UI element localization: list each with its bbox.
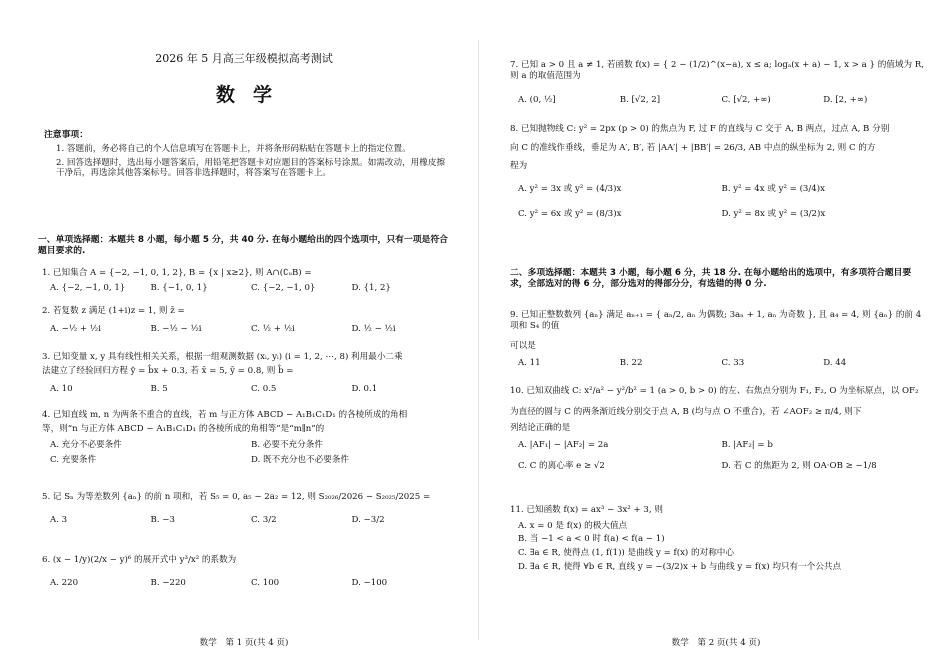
question-stem: 6. (x − 1/y)(2/x − y)⁶ 的展开式中 y³/x² 的系数为 [42, 555, 237, 565]
question-stem: 9. 已知正整数数列 {aₙ} 满足 aₙ₊₁ = { aₙ/2, aₙ 为偶数; 3aₙ + 1, aₙ 为奇数 }, 且 a₄ = 4, 则 {aₙ} 的前 4 项和 S₄ 的值 [510, 310, 922, 331]
option-b: B. 当 −1 < a < 0 时 f(a) < f(a − 1) [518, 534, 665, 545]
question-stem: 4. 已知直线 m, n 为两条不重合的直线，若 m 与正方体 ABCD − A₁B₁C₁D₁ 的各棱所成的角相 [42, 410, 408, 420]
page-divider [478, 40, 479, 640]
option-a: A. x = 0 是 f(x) 的极大值点 [518, 520, 628, 531]
option-b: B. −220 [150, 577, 186, 588]
notice-item-2: 2. 回答选择题时，选出每小题答案后，用铅笔把答题卡对应题目的答案标号涂黑。如需改动，用橡皮擦干净后，再选涂其他答案标号。回答非选择题时，将答案写在答题卡上。 [56, 157, 446, 179]
option-c: C. 3/2 [251, 514, 277, 525]
option-b: B. −3 [150, 514, 175, 525]
question-stem-cont: 程为 [510, 161, 528, 172]
option-b: B. 必要不充分条件 [251, 440, 323, 451]
option-b: B. |AF₂| = b [721, 440, 773, 451]
option-d: D. 若 C 的焦距为 2, 则 OA·OB ≥ −1/8 [721, 460, 877, 471]
section-2-heading: 二、多项选择题：本题共 3 小题，每小题 6 分，共 18 分. 在每小题给出的选项中，有多项符合题目要求，全部选对的得 6 分，部分选对的得部分分，有选错的得 0 分. [510, 268, 912, 289]
option-c: C. C 的离心率 e ≥ √2 [518, 460, 605, 471]
option-c: C. 0.5 [251, 384, 277, 395]
option-d: D. −3/2 [351, 514, 385, 525]
option-a: A. 3 [50, 514, 68, 525]
question-stem-cont: 等，则“n 与正方体 ABCD − A₁B₁C₁D₁ 的各棱所成的角相等”是“m∥n”的 [42, 423, 325, 434]
section-1-heading: 一、单项选择题：本题共 8 小题，每小题 5 分，共 40 分. 在每小题给出的四个选项中，只有一项是符合题目要求的. [38, 235, 448, 256]
option-c: C. [√2, +∞) [721, 95, 771, 106]
question-4 [42, 410, 452, 470]
option-b: B. 5 [150, 384, 168, 395]
option-a: A. −½ + ½i [50, 323, 101, 334]
option-a: A. {−2, −1, 0, 1} [50, 282, 126, 293]
options [510, 440, 925, 475]
question-stem: 3. 已知变量 x, y 具有线性相关关系，根据一组观测数据 (xᵢ, yᵢ) (i = 1, 2, ⋯, 8) 利用最小二乘 [42, 352, 403, 362]
options [42, 324, 452, 335]
option-d: D. 44 [823, 358, 847, 369]
option-b: B. y² = 4x 或 y² = (3/4)x [721, 184, 825, 195]
option-d: D. ½ − ½i [351, 323, 396, 334]
option-a: A. 11 [518, 358, 541, 369]
question-2 [42, 306, 452, 334]
question-11 [510, 505, 925, 576]
question-stem-cont: 为直径的圆与 C 的两条渐近线分别交于点 A, B (均与点 O 不重合)，若 ∠AOF₂ ≥ π/4, 则下 [510, 406, 862, 417]
question-stem: 5. 记 Sₙ 为等差数列 {aₙ} 的前 n 项和，若 S₅ = 0, a₅ − 2a₂ = 12, 则 S₂₀₂₆/2026 − S₂₀₂₅/2025 = [42, 492, 431, 502]
page-footer: 数学 第 1 页(共 4 页) [199, 638, 289, 648]
question-8 [510, 124, 925, 224]
option-d: D. [2, +∞) [823, 95, 868, 106]
option-b: B. {−1, 0, 1} [150, 282, 208, 293]
option-a: A. 10 [50, 384, 73, 395]
option-d: D. ∃a ∈ R, 使得 ∀b ∈ R, 直线 y = −(3/2)x + b 与曲线 y = f(x) 均只有一个公共点 [518, 561, 842, 572]
option-a: A. 充分不必要条件 [50, 440, 122, 451]
question-7 [510, 60, 925, 106]
page-2 [506, 0, 926, 672]
option-d: D. y² = 8x 或 y² = (3/2)x [721, 208, 826, 219]
question-stem: 10. 已知双曲线 C: x²/a² − y²/b² = 1 (a > 0, b > 0) 的左、右焦点分别为 F₁, F₂, O 为坐标原点，以 OF₂ [510, 386, 919, 396]
option-b: B. [√2, 2] [619, 95, 661, 106]
question-stem: 7. 已知 a > 0 且 a ≠ 1, 若函数 f(x) = { 2 − (1/2)^(x−a), x ≤ a; logₐ(x + a) − 1, x > a } 的值域为 R, 则 a 的取值范围为 [510, 60, 925, 81]
option-d: D. −100 [351, 577, 388, 588]
question-stem-cont: 向 C 的准线作垂线，垂足为 A′, B′, 若 |AA′| + |BB′| = 26/3, AB 中点的纵坐标为 2, 则 C 的方 [510, 142, 876, 153]
option-b: B. 22 [619, 358, 643, 369]
question-stem: 2. 若复数 z 满足 (1+i)z = 1, 则 z̄ = [42, 306, 185, 316]
question-stem: 1. 已知集合 A = {−2, −1, 0, 1, 2}, B = {x | x≥2}, 则 A∩(∁ᵤB) = [42, 268, 312, 278]
notice-heading: 注意事项： [44, 130, 88, 140]
options [42, 283, 452, 294]
options [510, 358, 925, 369]
options [42, 440, 452, 469]
question-stem: 8. 已知抛物线 C: y² = 2px (p > 0) 的焦点为 F, 过 F 的直线与 C 交于 A, B 两点，过点 A, B 分别 [510, 124, 890, 134]
option-d: D. 0.1 [351, 384, 378, 395]
option-a: A. y² = 3x 或 y² = (4/3)x [518, 184, 622, 195]
question-stem-cont: 可以是 [510, 341, 536, 352]
question-6 [42, 555, 452, 588]
question-stem-cont: 法建立了经验回归方程 ŷ = b̂x + 0.3, 若 x̄ = 5, ȳ = 0.8, 则 b̂ = [42, 365, 294, 376]
option-c: C. ½ + ½i [251, 323, 295, 334]
options [510, 95, 925, 106]
question-10 [510, 386, 925, 476]
subject-title: 数学 [215, 84, 290, 106]
question-9 [510, 310, 925, 369]
option-b: B. −½ − ½i [150, 323, 202, 334]
options [510, 184, 925, 223]
notice-item-1: 1. 答题前，务必将自己的个人信息填写在答题卡上，并将条形码粘贴在答题卡上的指定位置。 [56, 143, 411, 154]
option-d: D. {1, 2} [351, 282, 391, 293]
options [42, 578, 452, 589]
option-a: A. (0, ½] [518, 95, 556, 106]
question-5 [42, 492, 452, 525]
options [510, 521, 925, 576]
notice-block [44, 130, 449, 182]
page-footer: 数学 第 2 页(共 4 页) [671, 638, 761, 648]
question-1 [42, 268, 452, 293]
option-c: C. 充要条件 [50, 455, 97, 466]
option-c: C. 100 [251, 577, 280, 588]
page-1 [34, 0, 454, 672]
option-c: C. ∃a ∈ R, 使得点 (1, f(1)) 是曲线 y = f(x) 的对称中心 [518, 548, 734, 559]
options [42, 384, 452, 395]
question-stem: 11. 已知函数 f(x) = ax³ − 3x² + 3, 则 [510, 505, 663, 515]
question-3 [42, 352, 452, 395]
question-stem-cont: 列结论正确的是 [510, 423, 571, 434]
option-c: C. 33 [721, 358, 745, 369]
exam-title: 2026 年 5 月高三年级模拟高考测试 [155, 52, 333, 65]
option-a: A. 220 [50, 577, 79, 588]
option-c: C. y² = 6x 或 y² = (8/3)x [518, 208, 622, 219]
option-d: D. 既不充分也不必要条件 [251, 455, 349, 466]
options [42, 515, 452, 526]
option-c: C. {−2, −1, 0} [251, 282, 316, 293]
option-a: A. |AF₁| − |AF₂| = 2a [518, 440, 609, 451]
